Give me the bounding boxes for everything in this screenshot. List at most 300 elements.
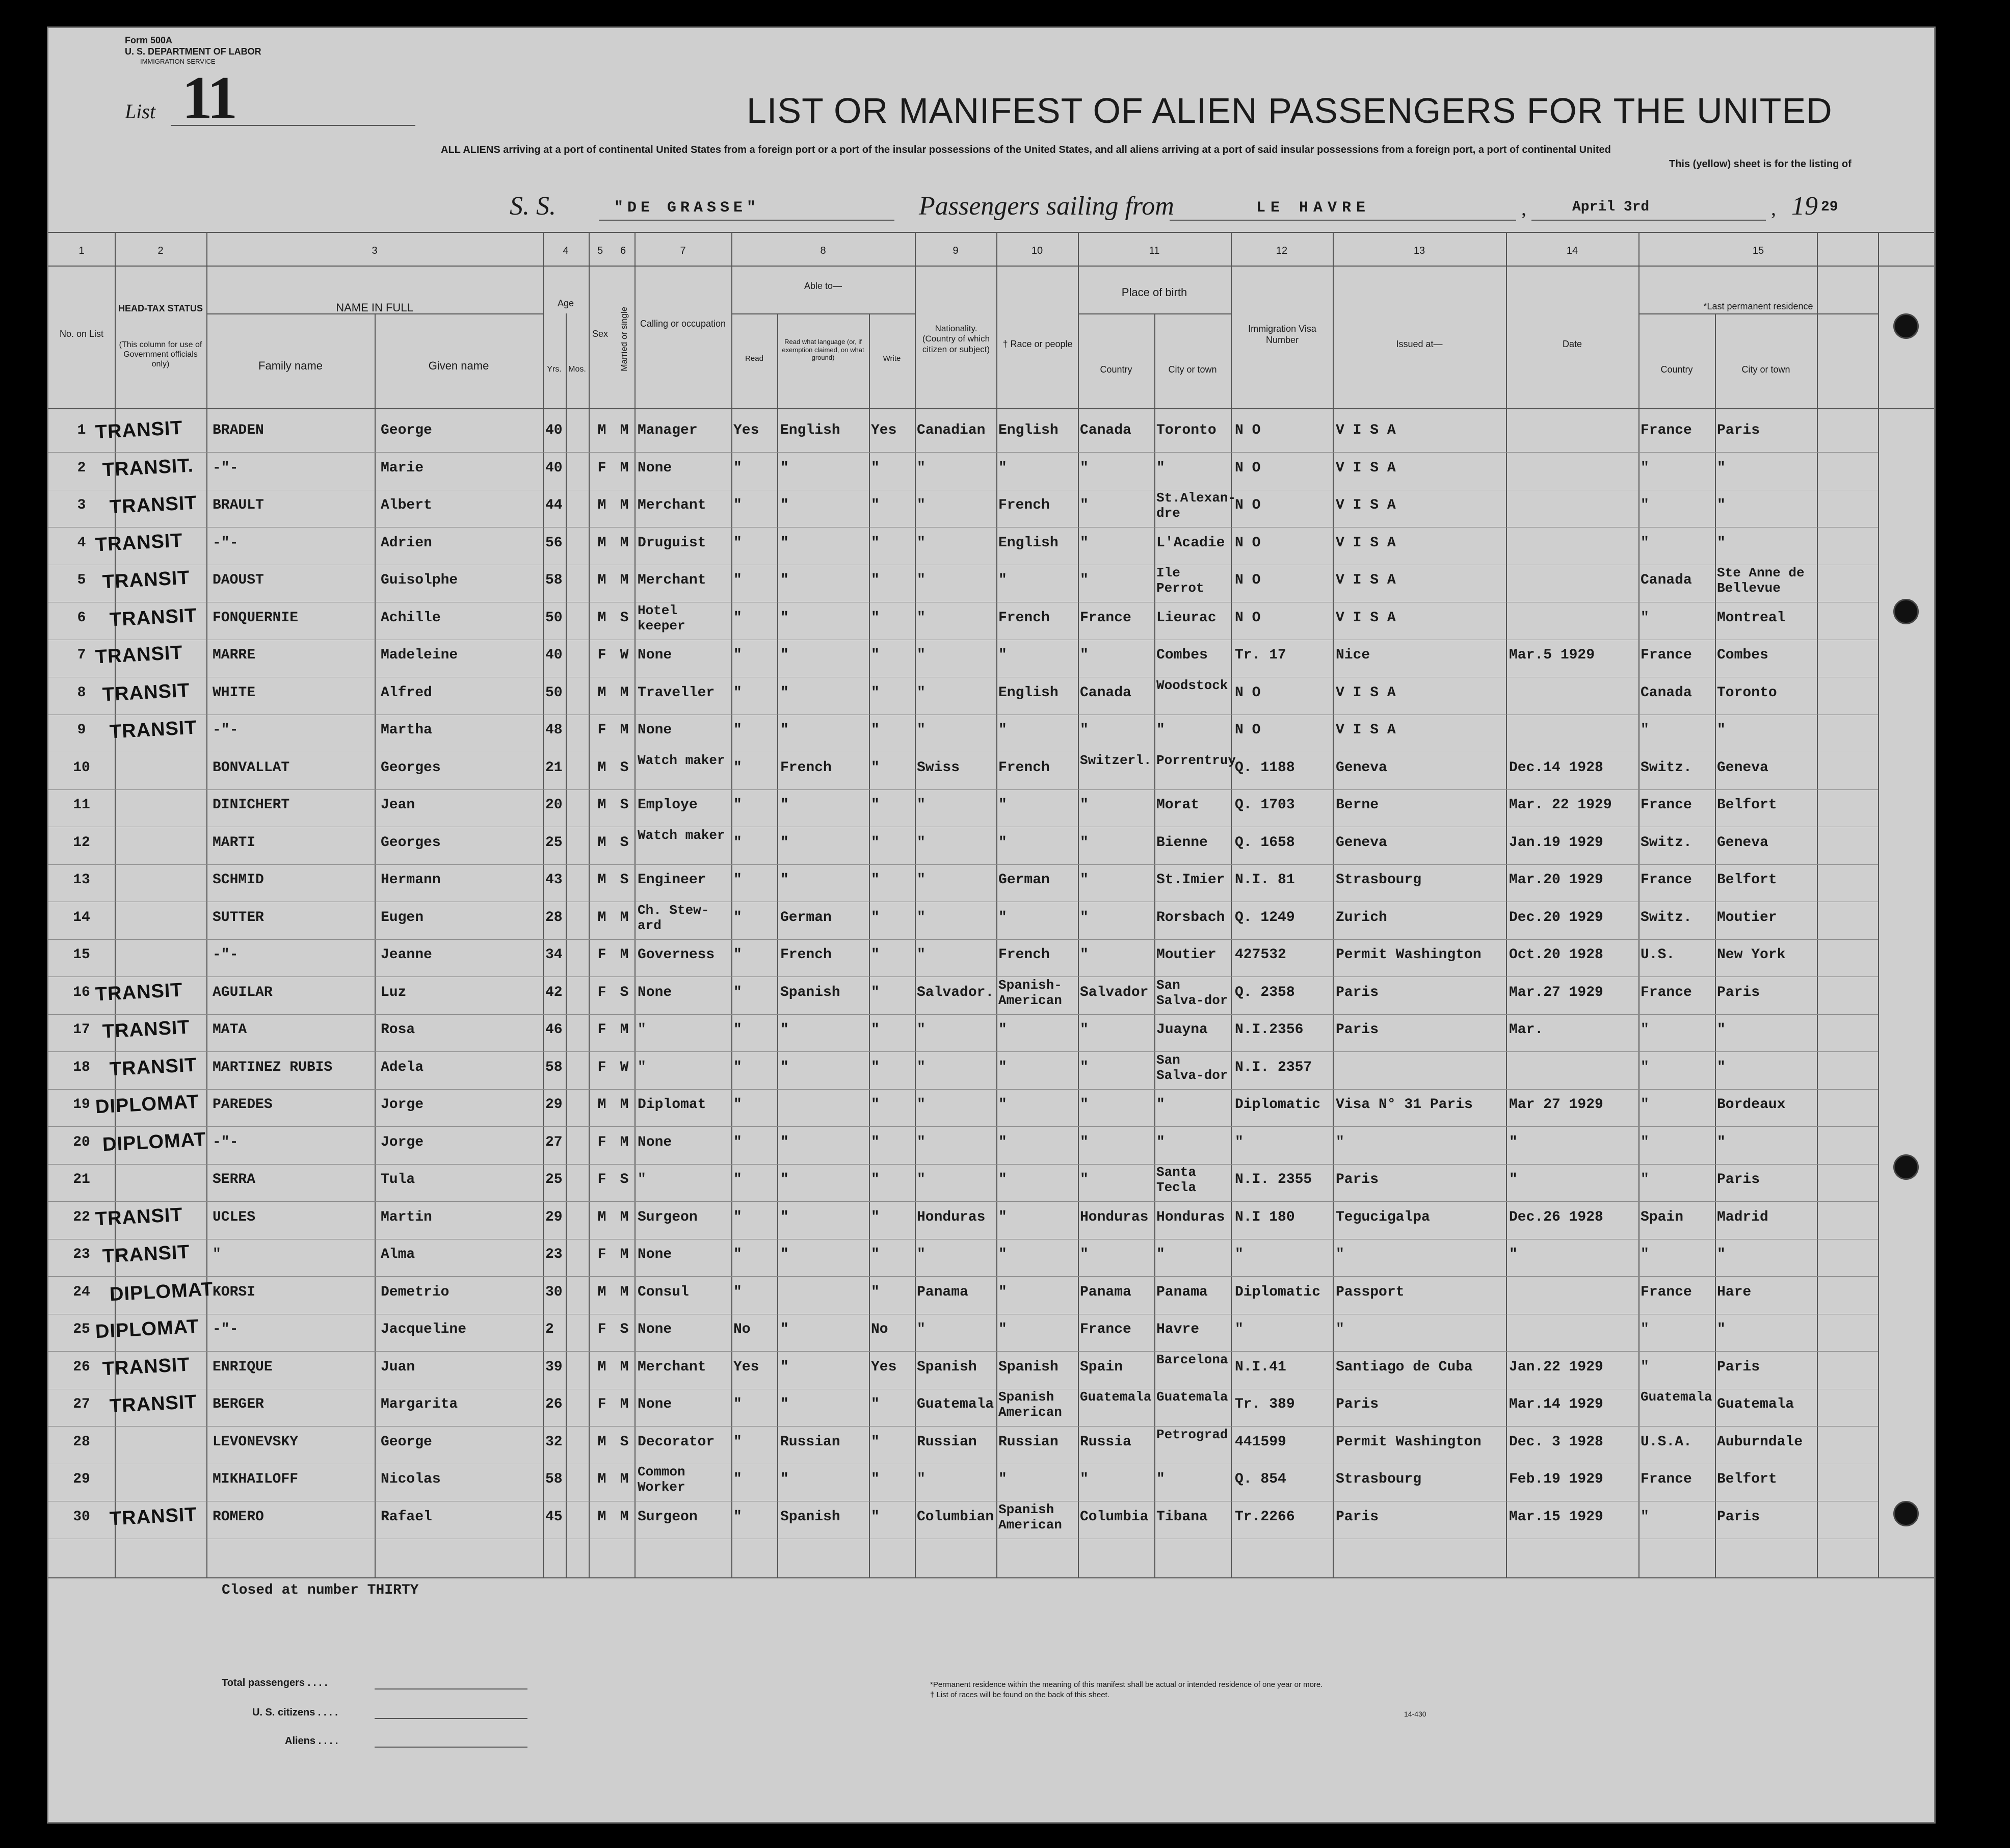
cell-given: Martha (381, 722, 432, 738)
cell-lang: French (780, 759, 832, 776)
cell-res-country: " (1641, 610, 1649, 626)
cell-birth-city: Porrentruy (1156, 752, 1236, 768)
cell-family: WHITE (213, 684, 256, 701)
cell-birth-country: Honduras (1080, 1209, 1149, 1225)
cell-nationality: " (917, 1097, 925, 1113)
cell-yrs: 2 (545, 1322, 554, 1337)
cell-lang: " (780, 1359, 789, 1375)
cell-visa: N O (1235, 572, 1261, 588)
cell-nationality: " (917, 872, 925, 888)
cell-given: Albert (381, 497, 432, 513)
cell-married: M (620, 1359, 629, 1375)
cell-family: -"- (213, 1134, 239, 1150)
cell-issued: Nice (1336, 647, 1370, 663)
cell-birth-city: Guatemala (1156, 1389, 1228, 1405)
cell-lang: " (780, 610, 789, 626)
cell-birth-city: St.Imier (1156, 872, 1225, 888)
cell-sex: F (597, 1396, 606, 1412)
cell-nationality: Spanish (917, 1359, 977, 1375)
cell-no: 21 (73, 1172, 90, 1187)
cell-married: S (620, 610, 629, 626)
cell-birth-city: Combes (1156, 647, 1208, 663)
cell-sex: M (597, 572, 606, 588)
cell-sex: M (597, 1434, 606, 1450)
head-tax-stamp: TRANSIT (94, 979, 183, 1005)
cell-married: M (620, 684, 629, 701)
cell-issued: Passport (1336, 1284, 1405, 1300)
head-tax-stamp: DIPLOMAT (109, 1278, 214, 1305)
cell-nationality: " (917, 1247, 925, 1262)
cell-married: M (620, 460, 629, 476)
cell-race: " (998, 1022, 1007, 1038)
cell-read: " (733, 647, 742, 663)
cell-sex: F (597, 1022, 606, 1038)
cell-date: Mar.27 1929 (1509, 984, 1603, 1000)
cell-yrs: 43 (545, 872, 563, 888)
cell-birth-country: Salvador (1080, 984, 1149, 1000)
cell-res-country: Switz. (1641, 909, 1692, 926)
cell-birth-country: Switzerl. (1080, 752, 1152, 768)
cell-birth-country: Russia (1080, 1434, 1131, 1450)
cell-lang: French (780, 947, 832, 963)
cell-nationality: Canadian (917, 423, 986, 438)
cell-lang: " (780, 1172, 789, 1187)
cell-race: English (998, 535, 1059, 551)
cell-no: 20 (73, 1134, 90, 1150)
footer-total: Total passengers . . . . (222, 1677, 328, 1688)
cell-birth-city: Panama (1156, 1284, 1208, 1300)
cell-issued: V I S A (1336, 535, 1396, 551)
cell-nationality: " (917, 1172, 925, 1187)
cell-calling: Merchant (638, 1359, 706, 1375)
cell-sex: M (597, 1359, 606, 1375)
cell-visa: " (1235, 1247, 1244, 1262)
cell-res-country: " (1641, 1322, 1649, 1337)
cell-issued: V I S A (1336, 423, 1396, 438)
cell-family: BERGER (213, 1396, 264, 1412)
sheet-code: 14-430 (1404, 1710, 1426, 1718)
cell-res-country: " (1641, 1134, 1649, 1150)
cell-family: " (213, 1247, 221, 1262)
cell-res-city: Belfort (1717, 872, 1777, 888)
cell-yrs: 26 (545, 1396, 563, 1412)
header-head-tax-note: (This column for use of Government officials only) (119, 340, 202, 369)
cell-yrs: 50 (545, 684, 563, 701)
cell-read: " (733, 1396, 742, 1412)
cell-res-country: Spain (1641, 1209, 1684, 1225)
cell-date: Mar.14 1929 (1509, 1396, 1603, 1412)
cell-write: " (871, 535, 880, 551)
cell-no: 30 (73, 1509, 90, 1525)
cell-read: " (733, 1172, 742, 1187)
closed-at: Closed at number THIRTY (222, 1582, 419, 1598)
head-tax-stamp: TRANSIT (101, 679, 191, 705)
table-row (48, 453, 1934, 491)
cell-issued: Paris (1336, 1172, 1379, 1187)
cell-yrs: 42 (545, 984, 563, 1000)
cell-visa: Q. 1188 (1235, 759, 1295, 776)
head-tax-stamp: TRANSIT. (101, 454, 194, 481)
head-tax-stamp: TRANSIT (101, 1016, 191, 1043)
header-age: Age (557, 298, 574, 308)
header-last-residence: *Last permanent residence (1703, 301, 1813, 311)
cell-given: Alma (381, 1247, 415, 1262)
cell-calling: Druguist (638, 535, 706, 551)
cell-res-city: Moutier (1717, 909, 1777, 926)
cell-birth-city: Rorsbach (1156, 909, 1225, 926)
cell-read: " (733, 1509, 742, 1525)
header-no-on-list: No. on List (59, 329, 104, 339)
header-race: † Race or people (1002, 339, 1073, 349)
table-row (48, 415, 1934, 453)
cell-calling: None (638, 1134, 672, 1150)
cell-given: Madeleine (381, 647, 458, 663)
cell-issued: V I S A (1336, 684, 1396, 701)
cell-nationality: " (917, 1022, 925, 1038)
cell-read: " (733, 572, 742, 588)
cell-visa: N O (1235, 610, 1261, 626)
cell-lang: " (780, 1022, 789, 1038)
cell-race: French (998, 497, 1050, 513)
cell-yrs: 30 (545, 1284, 563, 1300)
cell-read: " (733, 759, 742, 776)
table-row (48, 1239, 1934, 1277)
cell-given: Achille (381, 610, 441, 626)
year-suffix: 29 (1821, 199, 1838, 215)
cell-race: English (998, 684, 1059, 701)
cell-res-country: " (1641, 1247, 1649, 1262)
cell-yrs: 23 (545, 1247, 563, 1262)
cell-given: Luz (381, 984, 407, 1000)
cell-married: W (620, 1059, 629, 1075)
cell-res-country: " (1641, 1172, 1649, 1187)
cell-res-city: Geneva (1717, 834, 1768, 851)
cell-calling: None (638, 722, 672, 738)
cell-married: M (620, 1247, 629, 1262)
cell-lang: Russian (780, 1434, 840, 1450)
head-tax-stamp: TRANSIT (94, 417, 183, 443)
cell-res-country: " (1641, 1022, 1649, 1038)
cell-married: M (620, 1509, 629, 1525)
cell-lang: " (780, 1396, 789, 1412)
cell-given: Rafael (381, 1509, 432, 1525)
header-mos: Mos. (568, 365, 586, 374)
cell-date: " (1509, 1172, 1518, 1187)
cell-nationality: " (917, 909, 925, 926)
cell-sex: F (597, 1247, 606, 1262)
cell-no: 6 (77, 610, 86, 626)
header-res-city: City or town (1741, 364, 1790, 375)
cell-given: Juan (381, 1359, 415, 1375)
cell-issued: Tegucigalpa (1336, 1209, 1430, 1225)
cell-issued: Geneva (1336, 834, 1387, 851)
table-row (48, 940, 1934, 978)
header-nationality: Nationality. (Country of which citizen or subject) (922, 324, 990, 354)
table-row (48, 1502, 1934, 1540)
table-row (48, 865, 1934, 903)
cell-write: Yes (871, 1359, 897, 1375)
cell-write: " (871, 759, 880, 776)
cell-sex: F (597, 1172, 606, 1187)
cell-calling: " (638, 1172, 646, 1187)
cell-nationality: " (917, 797, 925, 813)
head-tax-stamp: TRANSIT (109, 1054, 198, 1080)
cell-read: Yes (733, 423, 759, 438)
cell-res-city: Toronto (1717, 684, 1777, 701)
cell-calling: None (638, 984, 672, 1000)
cell-race: " (998, 1059, 1007, 1075)
cell-given: Jorge (381, 1097, 424, 1113)
cell-no: 28 (73, 1434, 90, 1450)
cell-issued: Strasbourg (1336, 1471, 1422, 1487)
cell-lang: English (780, 423, 840, 438)
cell-lang: " (780, 1471, 789, 1487)
cell-sex: M (597, 535, 606, 551)
cell-res-city: " (1717, 722, 1726, 738)
cell-race: " (998, 1247, 1007, 1262)
cell-lang: " (780, 797, 789, 813)
header-birth-city: City or town (1168, 364, 1217, 375)
cell-birth-city: St.Alexan-dre (1156, 490, 1236, 521)
cell-date: " (1509, 1134, 1518, 1150)
cell-nationality: " (917, 684, 925, 701)
cell-race: " (998, 647, 1007, 663)
cell-given: Demetrio (381, 1284, 449, 1300)
cell-sex: M (597, 759, 606, 776)
cell-write: " (871, 1284, 880, 1300)
cell-no: 5 (77, 572, 86, 588)
cell-given: Martin (381, 1209, 432, 1225)
cell-birth-city: L'Acadie (1156, 535, 1225, 551)
cell-family: -"- (213, 535, 239, 551)
cell-nationality: " (917, 1322, 925, 1337)
table-row (48, 978, 1934, 1015)
cell-race: " (998, 1097, 1007, 1113)
cell-issued: Paris (1336, 984, 1379, 1000)
header-birth-country: Country (1100, 364, 1132, 375)
cell-visa: N.I.41 (1235, 1359, 1286, 1375)
cell-sex: F (597, 1322, 606, 1337)
cell-issued: V I S A (1336, 460, 1396, 476)
cell-write: " (871, 1022, 880, 1038)
cell-write: " (871, 834, 880, 851)
cell-write: " (871, 1471, 880, 1487)
cell-married: S (620, 1322, 629, 1337)
cell-family: MATA (213, 1022, 247, 1038)
cell-birth-country: " (1080, 1134, 1089, 1150)
cell-calling: " (638, 1022, 646, 1038)
cell-birth-country: " (1080, 1022, 1089, 1038)
head-tax-stamp: TRANSIT (94, 642, 183, 668)
head-tax-stamp: DIPLOMAT (95, 1091, 200, 1118)
cell-family: PAREDES (213, 1097, 273, 1113)
cell-visa: N O (1235, 535, 1261, 551)
cell-married: M (620, 1396, 629, 1412)
cell-birth-city: Petrograd (1156, 1427, 1228, 1442)
header-sex: Sex (592, 329, 609, 339)
cell-race: Russian (998, 1434, 1059, 1450)
cell-visa: Q. 1658 (1235, 834, 1295, 851)
cell-write: " (871, 1247, 880, 1262)
cell-nationality: " (917, 947, 925, 963)
cell-yrs: 45 (545, 1509, 563, 1525)
cell-visa: " (1235, 1322, 1244, 1337)
head-tax-stamp: TRANSIT (109, 604, 198, 630)
cell-family: BRADEN (213, 423, 264, 438)
cell-married: W (620, 647, 629, 663)
cell-married: S (620, 1172, 629, 1187)
table-row (48, 678, 1934, 716)
cell-write: " (871, 497, 880, 513)
table-row (48, 1427, 1934, 1465)
cell-birth-country: France (1080, 610, 1131, 626)
head-tax-stamp: TRANSIT (94, 530, 183, 556)
cell-given: Jean (381, 797, 415, 813)
cell-birth-city: Santa Tecla (1156, 1165, 1197, 1195)
subtitle: ALL ALIENS arriving at a port of continental United States from a foreign port or a port of the insular possessions of the United States, and all aliens arriving at a port of said insular possessions from a foreign port, a port of continental United (441, 144, 1611, 155)
binder-hole-icon (1893, 1501, 1919, 1526)
cell-date: Mar.5 1929 (1509, 647, 1595, 663)
cell-family: AGUILAR (213, 984, 273, 1000)
cell-nationality: Panama (917, 1284, 968, 1300)
cell-given: Hermann (381, 872, 441, 888)
cell-write: " (871, 610, 880, 626)
cell-nationality: " (917, 460, 925, 476)
cell-res-country: Switz. (1641, 834, 1692, 851)
cell-yrs: 27 (545, 1134, 563, 1150)
cell-family: BRAULT (213, 497, 264, 513)
header-place-of-birth: Place of birth (1121, 286, 1187, 299)
head-tax-stamp: TRANSIT (109, 1391, 198, 1417)
cell-birth-city: " (1156, 460, 1165, 476)
cell-date: Dec.20 1929 (1509, 909, 1603, 926)
cell-visa: N.I. 2357 (1235, 1059, 1312, 1075)
cell-write: No (871, 1322, 888, 1337)
header-given-name: Given name (428, 359, 489, 372)
cell-lang: " (780, 535, 789, 551)
cell-res-country: " (1641, 1359, 1649, 1375)
cell-race: " (998, 1284, 1007, 1300)
cell-calling: Traveller (638, 684, 715, 701)
cell-visa: N.I. 81 (1235, 872, 1295, 888)
head-tax-stamp: TRANSIT (109, 1503, 198, 1529)
cell-write: " (871, 984, 880, 1000)
cell-write: " (871, 1209, 880, 1225)
cell-res-country: U.S.A. (1641, 1434, 1692, 1450)
cell-calling: Manager (638, 423, 698, 438)
cell-married: S (620, 759, 629, 776)
table-row (48, 1127, 1934, 1165)
cell-yrs: 58 (545, 1059, 563, 1075)
cell-birth-city: " (1156, 1097, 1165, 1113)
cell-lang: " (780, 497, 789, 513)
cell-res-city: Combes (1717, 647, 1768, 663)
cell-sex: F (597, 722, 606, 738)
cell-res-country: France (1641, 872, 1692, 888)
cell-res-city: Paris (1717, 1509, 1760, 1525)
cell-res-country: France (1641, 423, 1692, 438)
cell-family: -"- (213, 1322, 239, 1337)
cell-birth-country: Spain (1080, 1359, 1123, 1375)
cell-write: " (871, 1434, 880, 1450)
cell-nationality: " (917, 647, 925, 663)
cell-family: FONQUERNIE (213, 610, 299, 626)
cell-birth-country: " (1080, 1172, 1089, 1187)
cell-married: S (620, 834, 629, 851)
table-row (48, 1165, 1934, 1202)
cell-married: M (620, 722, 629, 738)
table-row (48, 715, 1934, 753)
table-row (48, 640, 1934, 678)
footnote-races: † List of races will be found on the back of this sheet. (930, 1691, 1109, 1699)
cell-no: 29 (73, 1471, 90, 1487)
table-row (48, 1352, 1934, 1390)
cell-given: Guisolphe (381, 572, 458, 588)
cell-visa: Diplomatic (1235, 1284, 1321, 1300)
table-row (48, 753, 1934, 790)
cell-issued: " (1336, 1134, 1344, 1150)
cell-date: Jan.19 1929 (1509, 834, 1603, 851)
cell-birth-country: Panama (1080, 1284, 1131, 1300)
cell-no: 25 (73, 1322, 90, 1337)
cell-race: German (998, 872, 1050, 888)
cell-issued: Paris (1336, 1509, 1379, 1525)
cell-res-city: " (1717, 1059, 1726, 1075)
cell-read: " (733, 834, 742, 851)
sailing-label: Passengers sailing from (919, 192, 1174, 221)
cell-res-city: " (1717, 1022, 1726, 1038)
cell-yrs: 40 (545, 460, 563, 476)
cell-family: ENRIQUE (213, 1359, 273, 1375)
header-able-to: Able to— (804, 281, 842, 291)
cell-given: Adela (381, 1059, 424, 1075)
cell-yrs: 28 (545, 909, 563, 926)
cell-birth-country: " (1080, 909, 1089, 926)
cell-issued: Strasbourg (1336, 872, 1422, 888)
cell-read: " (733, 1247, 742, 1262)
cell-no: 13 (73, 872, 90, 888)
cell-sex: F (597, 984, 606, 1000)
header-res-country: Country (1660, 364, 1693, 375)
cell-family: ROMERO (213, 1509, 264, 1525)
cell-married: M (620, 1209, 629, 1225)
cell-yrs: 58 (545, 572, 563, 588)
cell-family: -"- (213, 722, 239, 738)
cell-calling: None (638, 647, 672, 663)
cell-res-country: Canada (1641, 684, 1692, 701)
cell-calling: Diplomat (638, 1097, 706, 1113)
header-head-tax: HEAD-TAX STATUS (118, 303, 203, 313)
cell-read: " (733, 797, 742, 813)
cell-married: M (620, 1471, 629, 1487)
cell-date: Dec.26 1928 (1509, 1209, 1603, 1225)
cell-nationality: " (917, 1134, 925, 1150)
cell-read: " (733, 497, 742, 513)
cell-issued: Zurich (1336, 909, 1387, 926)
header-issued-at: Issued at— (1396, 339, 1443, 349)
cell-read: " (733, 1471, 742, 1487)
cell-no: 1 (77, 423, 86, 438)
cell-read: " (733, 684, 742, 701)
binder-hole-icon (1893, 1154, 1919, 1180)
cell-given: Adrien (381, 535, 432, 551)
cell-yrs: 25 (545, 1172, 563, 1187)
cell-family: -"- (213, 460, 239, 476)
cell-no: 8 (77, 684, 86, 701)
cell-birth-city: " (1156, 1471, 1165, 1487)
cell-res-city: Paris (1717, 423, 1760, 438)
cell-birth-country: " (1080, 834, 1089, 851)
